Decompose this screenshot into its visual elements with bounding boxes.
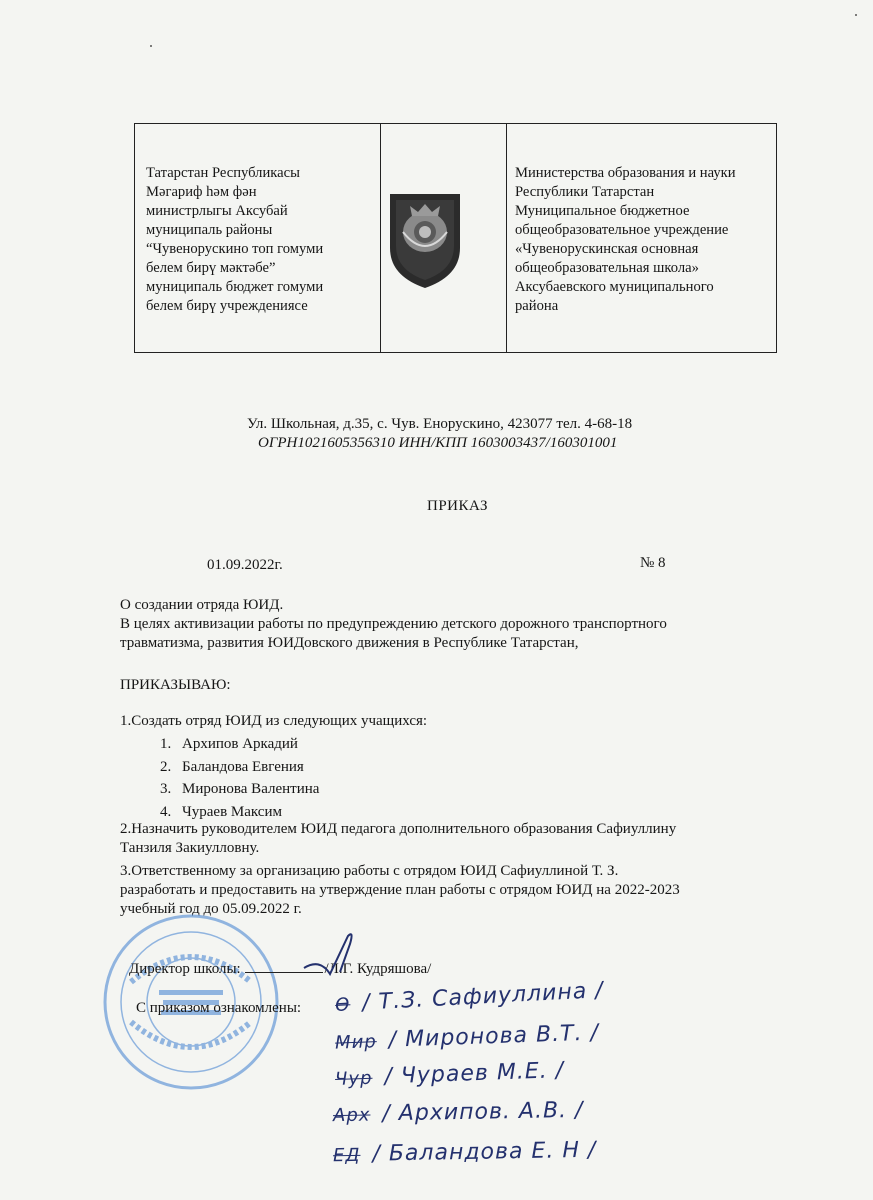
letterhead-table bbox=[134, 123, 777, 353]
handwritten-signature bbox=[335, 1020, 600, 1054]
letterhead-line: белем бирү учреждениясе bbox=[146, 298, 308, 314]
letterhead-line: района bbox=[515, 298, 559, 314]
coat-of-arms-cell bbox=[381, 124, 507, 352]
student-name: Миронова Валентина bbox=[182, 781, 320, 797]
letterhead-line: “Чувенорускино топ гомуми bbox=[146, 241, 324, 257]
school-address: Ул. Школьная, д.35, с. Чув. Енорускино, 423077 тел. 4-68-18 bbox=[247, 416, 633, 432]
list-number: 1. bbox=[160, 736, 172, 752]
item-line: разработать и предоставить на утверждение план работы с отрядом ЮИД на 2022-2023 bbox=[120, 882, 680, 898]
student-list bbox=[160, 733, 319, 823]
order-date: 01.09.2022г. bbox=[207, 557, 283, 573]
signature-mark: Чур bbox=[334, 1067, 373, 1090]
order-directive: ПРИКАЗЫВАЮ: bbox=[120, 677, 231, 693]
letterhead-line: муниципаль районы bbox=[146, 222, 273, 238]
letterhead-line: Республики Татарстан bbox=[515, 184, 655, 200]
student-name: Архипов Аркадий bbox=[182, 736, 298, 752]
item-line: учебный год до 05.09.2022 г. bbox=[120, 901, 302, 917]
handwritten-signature bbox=[335, 1058, 565, 1091]
scan-speck bbox=[150, 45, 152, 47]
order-item-1: 1.Создать отряд ЮИД из следующих учащихся: bbox=[120, 713, 428, 729]
signature-text: / Баландова Е. Н / bbox=[372, 1137, 597, 1167]
coat-of-arms-icon bbox=[386, 190, 464, 290]
letterhead-line: Муниципальное бюджетное bbox=[515, 203, 690, 219]
signature-text: / Чураев М.Е. / bbox=[384, 1058, 565, 1090]
director-signature-icon bbox=[300, 928, 380, 988]
signature-mark: Мир bbox=[334, 1031, 378, 1054]
preamble-line: травматизма, развития ЮИДовского движения в Республике Татарстан, bbox=[120, 635, 579, 651]
signature-text: / Архипов. А.В. / bbox=[382, 1097, 584, 1127]
order-subject: О создании отряда ЮИД. bbox=[120, 597, 284, 613]
familiarized-label: С приказом ознакомлены: bbox=[136, 1000, 302, 1016]
list-item bbox=[160, 733, 319, 756]
item-line: 3.Ответственному за организацию работы с отрядом ЮИД Сафиуллиной Т. З. bbox=[120, 863, 619, 879]
director-signature-line bbox=[129, 958, 431, 978]
list-item bbox=[160, 756, 319, 779]
letterhead-line: министрлыгы Аксубай bbox=[146, 203, 288, 219]
letterhead-line: белем бирү мәктәбе” bbox=[146, 260, 276, 276]
order-preamble bbox=[120, 596, 820, 653]
item-line: 2.Назначить руководителем ЮИД педагога дополнительного образования Сафиуллину bbox=[120, 821, 677, 837]
letterhead-line: Татарстан Республикасы bbox=[146, 165, 300, 181]
handwritten-signature bbox=[333, 1098, 584, 1127]
handwritten-signature bbox=[333, 1138, 597, 1168]
signature-text: / Т.З. Сафиуллина / bbox=[361, 977, 605, 1016]
student-name: Чураев Максим bbox=[182, 803, 282, 820]
signature-mark: Арх bbox=[332, 1104, 371, 1127]
signature-mark: Ѳ bbox=[334, 994, 351, 1017]
list-number: 3. bbox=[160, 781, 172, 797]
letterhead-line: муниципаль бюджет гомуми bbox=[146, 279, 324, 295]
item-line: Танзиля Закиулловну. bbox=[120, 840, 260, 856]
letterhead-line: общеобразовательное учреждение bbox=[515, 222, 729, 238]
director-name: /Л.Г. Кудряшова/ bbox=[324, 961, 432, 977]
letterhead-russian bbox=[507, 124, 776, 352]
list-number: 2. bbox=[160, 758, 172, 775]
document-title: ПРИКАЗ bbox=[427, 498, 488, 514]
preamble-line: В целях активизации работы по предупреждению детского дорожного транспортного bbox=[120, 616, 667, 632]
signature-text: / Миронова В.Т. / bbox=[388, 1020, 600, 1053]
letterhead-line: Министерства образования и науки bbox=[515, 165, 736, 181]
letterhead-line: Аксубаевского муниципального bbox=[515, 279, 714, 295]
registration-numbers: ОГРН1021605356310 ИНН/КПП 1603003437/160301001 bbox=[258, 435, 618, 451]
order-item-3 bbox=[120, 862, 680, 919]
signature-mark: ЕД bbox=[332, 1144, 361, 1167]
order-item-2 bbox=[120, 820, 676, 858]
letterhead-line: «Чувенорускинская основная bbox=[515, 241, 699, 257]
student-name: Баландова Евгения bbox=[182, 758, 304, 775]
list-number: 4. bbox=[160, 803, 172, 820]
list-item bbox=[160, 778, 319, 801]
scan-speck bbox=[855, 14, 857, 16]
letterhead-line: общеобразовательная школа» bbox=[515, 260, 699, 276]
letterhead-line: Мәгариф һәм фән bbox=[146, 184, 257, 200]
letterhead-tatar bbox=[135, 124, 381, 352]
order-number: № 8 bbox=[640, 555, 666, 571]
director-label: Директор школы: bbox=[129, 961, 241, 977]
